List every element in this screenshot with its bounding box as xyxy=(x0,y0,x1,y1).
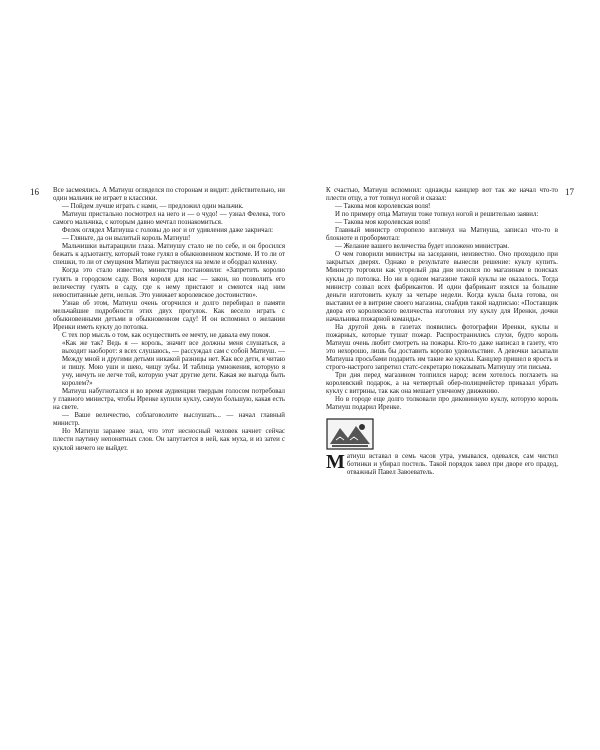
paragraph: — Такова моя королевская воля! xyxy=(335,219,431,227)
paragraph: Три дня перед магазином толпился народ: всем хотелось поглазеть на королевский подарок, а на четвертый обер-полицмейстер приказал убрать куклу с витрины, так как она мешает уличному движению. xyxy=(326,372,558,396)
page-number-right: 17 xyxy=(565,187,574,197)
drop-cap-letter: М xyxy=(326,451,345,474)
paragraph: — Пойдем лучше играть с нами, — предложил один мальчик. xyxy=(62,203,244,211)
paragraph: — Желание вашего величества будет изложено министрам. xyxy=(335,243,510,251)
paragraph: Фелек оглядел Матиуша с головы до ног и от удивления даже закричал: xyxy=(62,227,274,235)
chapter-opening-text: атиуш вставал в семь часов утра, умывался, одевался, сам чистил ботинки и убирал постель. Такой порядок завел при дворе его прадед, отважный Павел Завоеватель. xyxy=(346,453,558,477)
left-text-column xyxy=(53,187,285,453)
paragraph: Когда это стало известно, министры постановили: «Запретить королю гулять в городском саду. Воля короля для нас — закон, но позволить его величеству гулять в саду, где к нему пристают и смеются над ним невоспитанные дети, нельзя. Это унижает королевское достоинство». xyxy=(53,267,285,299)
paragraph: Но в городе еще долго толковали про диковинную куклу, которую король Матиуш подарил Иренке. xyxy=(326,396,558,412)
paragraph: На другой день в газетах появились фотографии Иренки, куклы и пожарных, которые тушат пожар. Распространились слухи, будто король Матиуш очень любит смотреть на пожары. Кто-то даже написал в газету, что это нехорошо, лишь бы доставить королю удовольствие. А девочки засыпали Матиуша просьбами подарить им такие же куклы. Канцлер пришел в ярость и строго-настрого запретил статс-секретарю показывать Матиушу эти письма. xyxy=(326,323,558,372)
paragraph: И по примеру отца Матиуш тоже топнул ногой и решительно заявил: xyxy=(335,211,539,219)
paragraph: С тех пор мысль о том, как осуществить ее мечту, не давала ему покоя. xyxy=(62,331,271,339)
paragraph: Матиуш пристально посмотрел на него и — о чудо! — узнал Фелека, того самого мальчика, с которым давно мечтал познакомиться. xyxy=(53,211,285,227)
right-text-column xyxy=(326,187,558,477)
paragraph: — Такова моя королевская воля! xyxy=(335,203,431,211)
quote-paragraph: «Как же так? Ведь я — король, значит все должны меня слушаться, а выходит наоборот: я всех слушаюсь, — рассуждал сам с собой Матиуш. — Между мной и другими детьми никакой разницы нет. Как все дети, я читаю и пишу. Мою уши и шею, чищу зубы. И таблица умножения, которую я учу, ничуть не легче той, которую учат другие дети. Какая же выгода быть королем?» xyxy=(62,339,285,388)
chapter-opening xyxy=(326,453,558,477)
paragraph: — Ваше величество, соблаговолите выслушать... — начал главный министр. xyxy=(53,412,285,428)
paragraph: К счастью, Матиуш вспомнил: однажды канцлер вот так же начал что-то плести отцу, а тот топнул ногой и сказал: xyxy=(326,187,558,203)
paragraph: Все засмеялись. А Матиуш огляделся по сторонам и видит: действительно, ни один мальчик не играет в классики. xyxy=(53,187,285,203)
paragraph: — Гляньте, да он вылитый король Матиуш! xyxy=(62,235,191,243)
chapter-vignette-illustration xyxy=(326,418,374,450)
page-number-left: 16 xyxy=(30,187,39,197)
paragraph: Мальчишки вытаращили глаза. Матиушу стало не по себе, и он бросился бежать к адъютанту, который тоже гулял в обыкновенном костюме. И то ли от спешки, то ли от смущения Матиуш растянулся на земле и ободрал коленку. xyxy=(53,243,285,267)
paragraph: Главный министр оторопело взглянул на Матиуша, записал что-то в блокноте и пробормотал: xyxy=(326,227,558,243)
paragraph: Но Матиуш заранее знал, что этот несносный человек начнет сейчас плести паутину непонятных слов. Он запутается в ней, как муха, и из затеи с куклой ничего не выйдет. xyxy=(53,428,285,452)
paragraph: Узнав об этом, Матиуш очень огорчился и долго перебирал в памяти мельчайшие подробности этих двух прогулок. Как весело играть с обыкновенными детьми в обыкновенном саду! И он вспомнил о желании Иренки иметь куклу до потолка. xyxy=(53,299,285,331)
paragraph: Матиуш набугнотался и во время аудиенции твердым голосом потребовал у главного министра, чтобы Иренке купили куклу, самую большую, какая есть на свете. xyxy=(53,388,285,412)
paragraph: О чем говорили министры на заседании, неизвестно. Оно проходило при закрытых дверях. Однако в результате вынесли решение: куклу купить. Министр торговли как угорелый два дня носился по магазинам в поисках куклы до потолка. Но ни в одном магазине такой куклы не оказалось. Тогда министр созвал всех фабрикантов. И один фабрикант взялся за большие деньги изготовить куклу за четыре недели. Когда кукла была готова, он выставил ее в витрине своего магазина, снабдив такой надписью: «Поставщик двора его королевского величества изготовил эту куклу для Иренки, дочки начальника пожарной команды». xyxy=(326,251,558,323)
